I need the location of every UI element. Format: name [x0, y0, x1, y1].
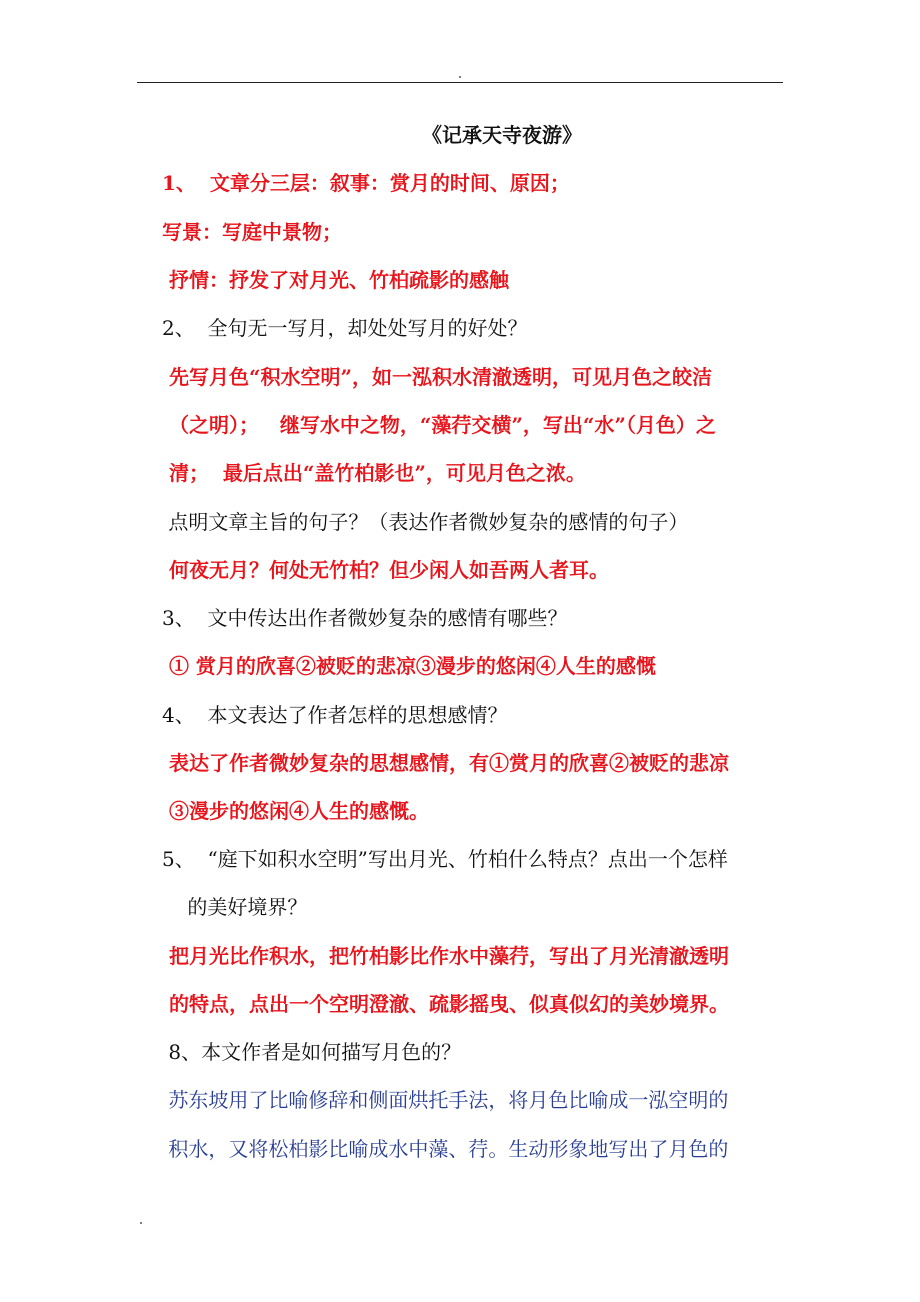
- line-q3: 3、 文中传达出作者微妙复杂的感情有哪些？: [162, 606, 568, 630]
- line-q5: 5、 “庭下如积水空明”写出月光、竹柏什么特点？点出一个怎样: [162, 847, 728, 871]
- line-q4-a1: 表达了作者微妙复杂的思想感情，有①赏月的欣喜②被贬的悲凉: [162, 751, 729, 775]
- header-rule: [137, 82, 783, 83]
- document-title: 《记承天寺夜游》: [422, 123, 582, 147]
- line-q5-a1: 把月光比作积水，把竹柏影比作水中藻荇，写出了月光清澈透明: [162, 944, 729, 968]
- line-q2: 2、 全句无一写月，却处处写月的好处？: [162, 316, 528, 340]
- line-q5-a2: 的特点，点出一个空明澄澈、疏影摇曳、似真似幻的美妙境界。: [162, 992, 729, 1016]
- line-q4: 4、 本文表达了作者怎样的思想感情？: [162, 703, 508, 727]
- line-q1: 1、 文章分三层：叙事：赏月的时间、原因；: [162, 171, 570, 195]
- line-q3-a: ① 赏月的欣喜②被贬的悲凉③漫步的悠闲④人生的感慨: [162, 654, 656, 678]
- header-dot: [459, 76, 461, 78]
- line-q2-a3: 清； 最后点出“盖竹柏影也”，可见月色之浓。: [162, 461, 586, 485]
- line-q2-b-a: 何夜无月？何处无竹柏？但少闲人如吾两人者耳。: [162, 558, 609, 582]
- line-q2-a1: 先写月色“积水空明”，如一泓积水清澈透明，可见月色之皎洁: [162, 365, 712, 389]
- line-q5-b: 的美好境界？: [162, 895, 308, 919]
- line-q1-a: 写景：写庭中景物；: [162, 220, 342, 244]
- line-q1-b: 抒情：抒发了对月光、竹柏疏影的感触: [162, 268, 509, 292]
- line-q8: 8、本文作者是如何描写月色的？: [162, 1040, 462, 1064]
- line-q4-a2: ③漫步的悠闲④人生的感慨。: [162, 799, 429, 823]
- line-q8-a2: 积水，又将松柏影比喻成水中藻、荇。生动形象地写出了月色的: [162, 1137, 729, 1161]
- line-q8-a1: 苏东坡用了比喻修辞和侧面烘托手法，将月色比喻成一泓空明的: [162, 1088, 729, 1112]
- line-q2-a2: （之明）； 继写水中之物，“藻荇交横”，写出“水”（月色）之: [162, 413, 716, 437]
- footer-dot: [140, 1222, 142, 1224]
- line-q2-b: 点明文章主旨的句子？（表达作者微妙复杂的感情的句子）: [162, 510, 689, 534]
